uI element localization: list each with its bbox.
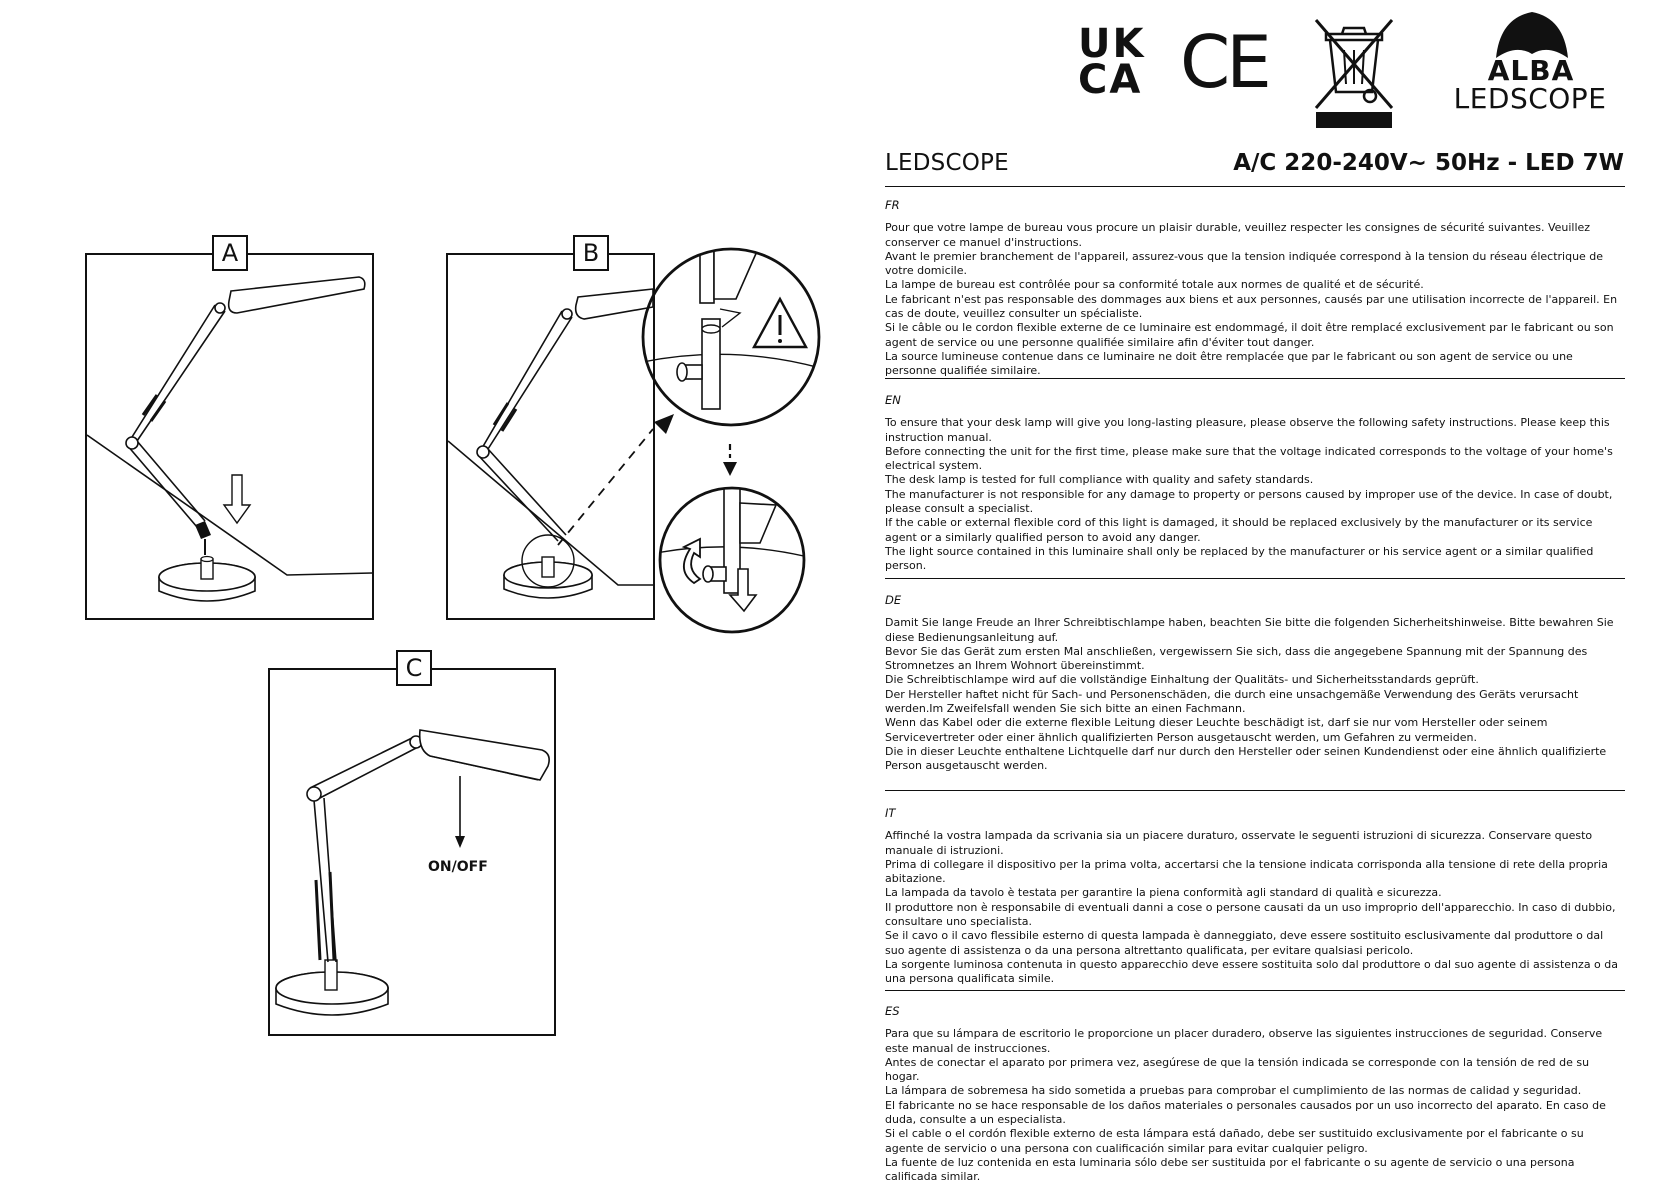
figure-c-label: C (396, 650, 432, 686)
detail-circle-warning (638, 243, 824, 435)
instruction-line: If the cable or external flexible cord of this light is damaged, it should be replaced exclusively by the manufacturer or its service agent or a similarly qualified person to avoid any danger. (885, 516, 1593, 544)
weee-bin-icon (1312, 18, 1398, 130)
alba-ledscope-logo: ALBA LEDSCOPE (1440, 10, 1620, 120)
instruction-line: La source lumineuse contenue dans ce luminaire ne doit être remplacée que par le fabricant ou son agent de service ou une personne qualifiée similaire. (885, 349, 1573, 378)
language-code: EN (885, 393, 901, 407)
lamp-illustration-a (87, 255, 372, 618)
lamp-illustration-c (270, 670, 554, 1034)
instruction-line: The manufacturer is not responsible for any damage to property or persons caused by improper use of the device. In case of doubt, please consult a specialist. (885, 487, 1613, 516)
product-title: LEDSCOPE (885, 150, 1009, 176)
language-code: DE (885, 593, 902, 607)
onoff-label: ON/OFF (428, 859, 488, 875)
ukca-mark: UK CA (1078, 21, 1146, 103)
instruction-line: El fabricante no se hace responsable de los daños materiales o personales causados por un uso incorrecto del aparato. En caso de duda, consulte a un especialista. (885, 1098, 1606, 1127)
instruction-line: Pour que votre lampe de bureau vous procure un plaisir durable, veuillez respecter les consignes de sécurité suivantes. Veuillez conserver ce manuel d'instructions. (885, 221, 1591, 249)
instruction-line: Se il cavo o il cavo flessibile esterno di questa lampada è danneggiato, deve essere sostituito esclusivamente dal produttore o dal suo agente di assistenza o da una persona altrettanto qualificata, per evitare qualsiasi pericolo. (885, 929, 1604, 957)
instruction-line: Damit Sie lange Freude an Ihrer Schreibtischlampe haben, beachten Sie bitte die folgenden Sicherheitshinweise. Bitte bewahren Sie diese Bedienungsanleitung auf. (885, 616, 1614, 644)
dashed-arrow-head-icon (648, 412, 676, 440)
section-it (885, 806, 1625, 987)
section-en (885, 393, 1625, 574)
instruction-line: La lámpara de sobremesa ha sido sometida a pruebas para comprobar el cumplimiento de las normas de calidad y seguridad. (885, 1084, 1582, 1098)
section-divider (885, 790, 1625, 791)
section-fr (885, 198, 1625, 379)
section-divider (885, 378, 1625, 379)
instruction-line: Der Hersteller haftet nicht für Sach- und Personenschäden, die durch eine unsachgemäße Verwendung des Geräts verursacht werden.Im Zweifelsfall wenden Sie sich bitte an einen Fachmann. (885, 687, 1579, 716)
instruction-line: La lampada da tavolo è testata per garantire la piena conformità agli standard di qualità e sicurezza. (885, 886, 1442, 900)
instruction-line: The desk lamp is tested for full compliance with quality and safety standards. (885, 473, 1314, 487)
section-divider (885, 578, 1625, 579)
section-divider (885, 990, 1625, 991)
instruction-line: Die in dieser Leuchte enthaltene Lichtquelle darf nur durch den Hersteller oder seinen Kundendienst oder eine ähnlich qualifizierte Person ausgetauscht werden. (885, 744, 1607, 773)
figure-a (85, 239, 374, 620)
header-divider (885, 186, 1625, 187)
figure-c (268, 654, 556, 1036)
instruction-line: Para que su lámpara de escritorio le proporcione un placer duradero, observe las siguientes instrucciones de seguridad. Conserve este manual de instrucciones. (885, 1027, 1603, 1055)
instruction-line: La sorgente luminosa contenuta in questo apparecchio deve essere sostituita solo dal produttore o dal suo agente di assistenza o da una persona qualificata simile. (885, 957, 1619, 986)
figure-b (446, 239, 655, 620)
instruction-line: Prima di collegare il dispositivo per la prima volta, accertarsi che la tensione indicata corrisponda alla tensione di rete della propria abitazione. (885, 857, 1608, 886)
detail-circle-tighten (656, 483, 808, 637)
instruction-line: To ensure that your desk lamp will give you long-lasting pleasure, please observe the following safety instructions. Please keep this instruction manual. (885, 416, 1610, 444)
lamp-illustration-b (448, 255, 653, 618)
instruction-line: Before connecting the unit for the first time, please make sure that the voltage indicated corresponds to the voltage of your home's electrical system. (885, 444, 1613, 473)
instruction-line: Il produttore non è responsabile di eventuali danni a cose o persone causati da un uso improprio dell'apparecchio. In caso di dubbio, consultare uno specialista. (885, 900, 1616, 929)
figure-a-label: A (212, 235, 248, 271)
language-code: IT (885, 806, 896, 820)
section-es (885, 1004, 1625, 1185)
section-de (885, 593, 1625, 774)
instruction-line: Si le câble ou le cordon flexible externe de ce luminaire est endommagé, il doit être remplacé exclusivement par le fabricant ou son agent de service ou une personne qualifiée similaire afin d'éviter tout danger. (885, 321, 1614, 349)
instruction-line: Le fabricant n'est pas responsable des dommages aux biens et aux personnes, causés par une utilisation incorrecte de l'appareil. En cas de doute, veuillez consulter un spécialiste. (885, 292, 1618, 321)
language-code: FR (885, 198, 900, 212)
instruction-line: Die Schreibtischlampe wird auf die vollständige Einhaltung der Qualitäts- und Sicherheitsstandards geprüft. (885, 673, 1479, 687)
instruction-line: Wenn das Kabel oder die externe flexible Leitung dieser Leuchte beschädigt ist, darf sie nur vom Hersteller oder seinem Servicevertreter oder einer ähnlich qualifizierten Person ausgetauscht werden, um Gefahren zu vermeiden. (885, 716, 1548, 744)
instruction-line: La fuente de luz contenida en esta luminaria sólo debe ser sustituida por el fabricante o su agente de servicio o una persona calificada similar. (885, 1155, 1575, 1184)
instruction-line: Avant le premier branchement de l'appareil, assurez-vous que la tension indiquée correspond à la tension du réseau électrique de votre domicile. (885, 249, 1604, 278)
ce-mark: CE (1180, 20, 1268, 104)
instruction-line: La lampe de bureau est contrôlée pour sa conformité totale aux normes de qualité et de sécurité. (885, 278, 1424, 292)
arrow-down-icon (720, 444, 740, 480)
instruction-line: Antes de conectar el aparato por primera vez, asegúrese de que la tensión indicada se corresponde con la tensión de red de su hogar. (885, 1055, 1590, 1084)
electrical-spec: A/C 220-240V~ 50Hz - LED 7W (1233, 150, 1624, 176)
instruction-line: The light source contained in this luminaire shall only be replaced by the manufacturer or his service agent or a similar qualified person. (885, 544, 1594, 573)
instruction-line: Affinché la vostra lampada da scrivania sia un piacere duraturo, osservate le seguenti istruzioni di sicurezza. Conservare questo manuale di istruzioni. (885, 829, 1593, 857)
figure-b-label: B (573, 235, 609, 271)
instruction-line: Si el cable o el cordón flexible externo de esta lámpara está dañado, debe ser sustituido exclusivamente por el fabricante o su agente de servicio o una persona con cualificación similar para evitar cualquier peligro. (885, 1127, 1584, 1155)
language-code: ES (885, 1004, 900, 1018)
lamp-shade-icon (1440, 10, 1620, 60)
instruction-line: Bevor Sie das Gerät zum ersten Mal anschließen, vergewissern Sie sich, dass die angegebene Spannung mit der Spannung des Stromnetzes an Ihrem Wohnort übereinstimmt. (885, 644, 1588, 673)
